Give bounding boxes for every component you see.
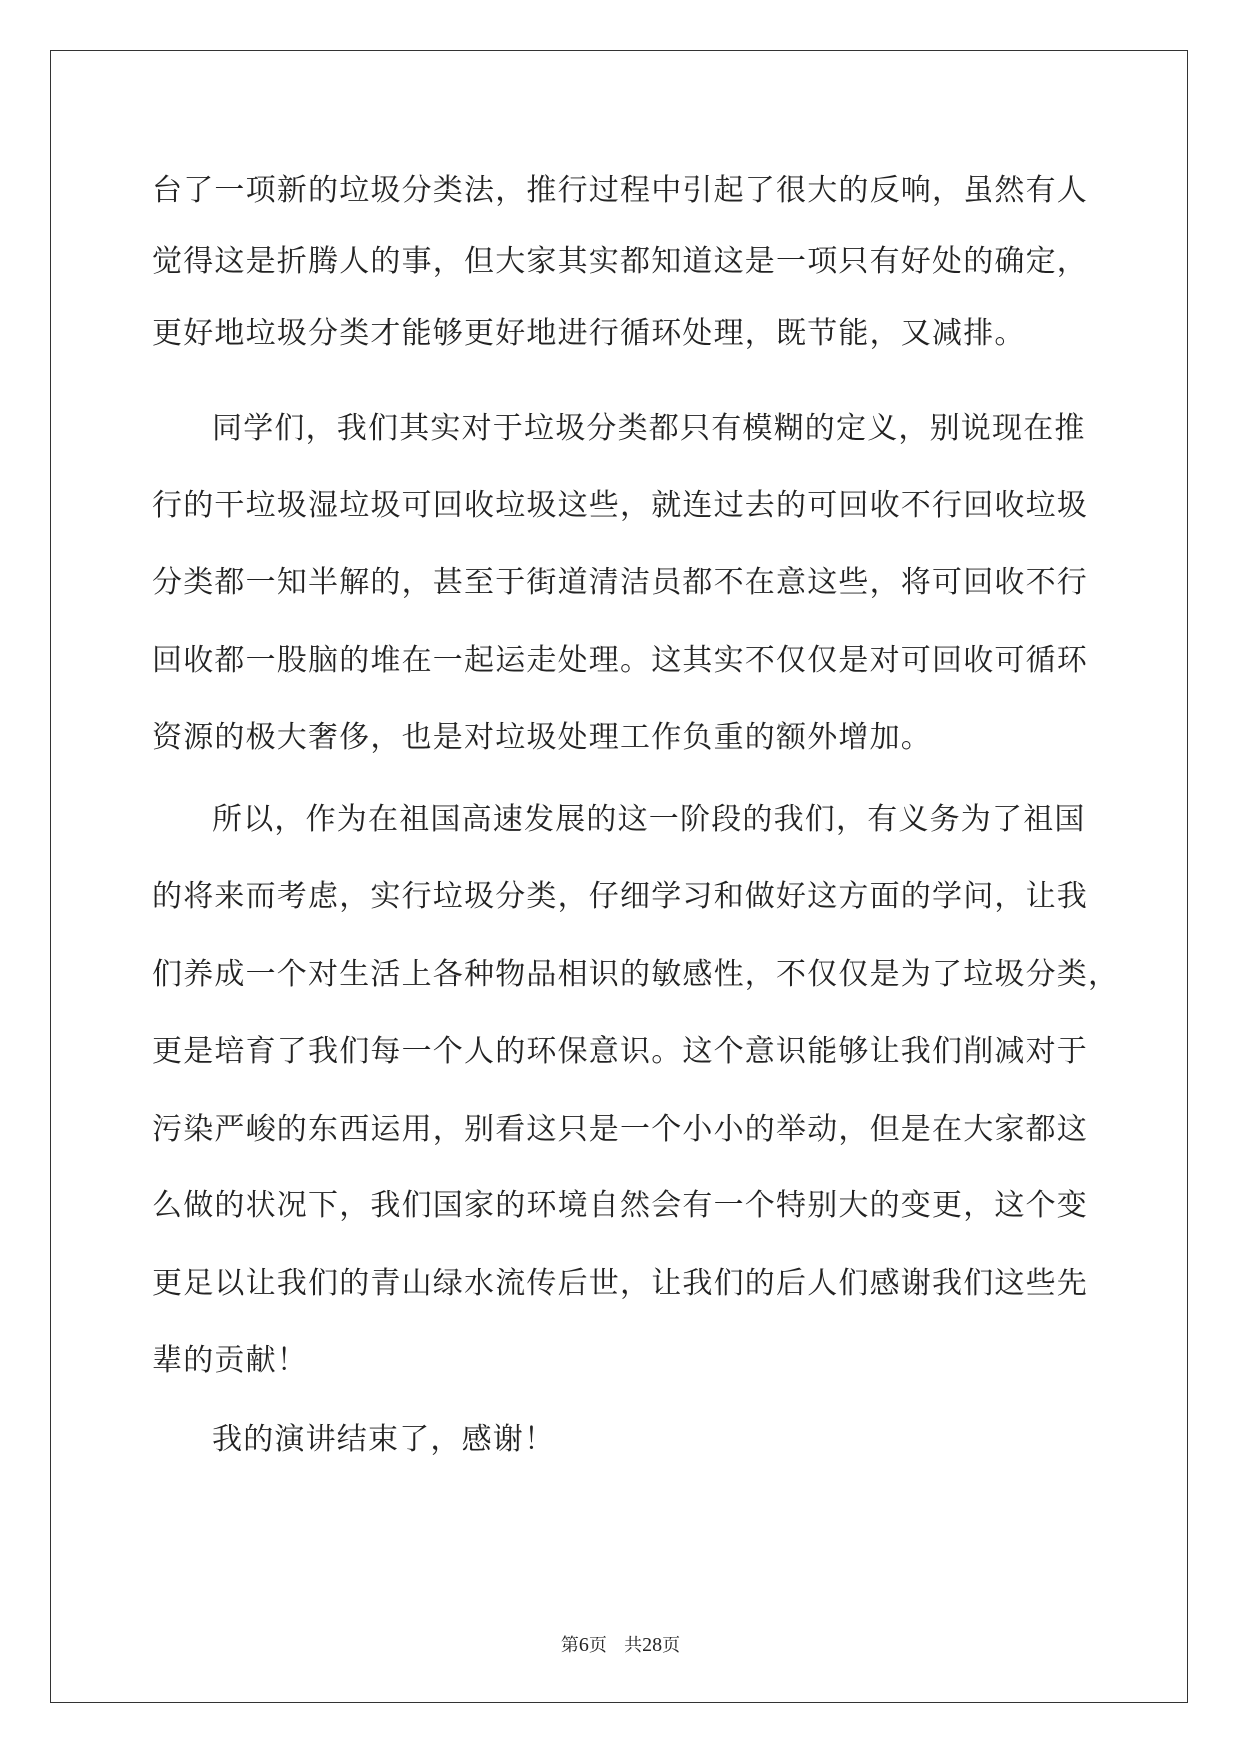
text-line-3: 更好地垃圾分类才能够更好地进行循环处理，既节能，又减排。 xyxy=(152,316,1026,351)
text-line-7: 回收都一股脑的堆在一起运走处理。这其实不仅仅是对可回收可循环 xyxy=(152,643,1088,678)
text-line-16: 辈的贡献！ xyxy=(152,1343,308,1378)
page-footer xyxy=(0,1633,1241,1658)
page-current: 6 xyxy=(578,1634,589,1656)
text-line-2: 觉得这是折腾人的事，但大家其实都知道这是一项只有好处的确定， xyxy=(152,244,1088,279)
page-prefix: 第 xyxy=(560,1635,579,1656)
page-label: 页 xyxy=(588,1635,607,1656)
text-line-6: 分类都一知半解的，甚至于街道清洁员都不在意这些，将可回收不行 xyxy=(152,565,1088,600)
text-line-10: 的将来而考虑，实行垃圾分类，仔细学习和做好这方面的学问，让我 xyxy=(152,879,1088,914)
total-prefix: 共 xyxy=(624,1635,643,1656)
text-line-12: 更是培育了我们每一个人的环保意识。这个意识能够让我们削减对于 xyxy=(152,1034,1088,1069)
text-line-1: 台了一项新的垃圾分类法，推行过程中引起了很大的反响，虽然有人 xyxy=(152,173,1088,208)
text-line-9: 所以，作为在祖国高速发展的这一阶段的我们，有义务为了祖国 xyxy=(212,802,1086,837)
text-line-14: 么做的状况下，我们国家的环境自然会有一个特别大的变更，这个变 xyxy=(152,1188,1088,1223)
text-line-5: 行的干垃圾湿垃圾可回收垃圾这些，就连过去的可回收不行回收垃圾 xyxy=(152,488,1088,523)
text-line-11: 们养成一个对生活上各种物品相识的敏感性，不仅仅是为了垃圾分类， xyxy=(152,957,1120,992)
text-line-13: 污染严峻的东西运用，别看这只是一个小小的举动，但是在大家都这 xyxy=(152,1112,1088,1147)
text-line-4: 同学们，我们其实对于垃圾分类都只有模糊的定义，别说现在推 xyxy=(212,411,1086,446)
text-line-15: 更足以让我们的青山绿水流传后世，让我们的后人们感谢我们这些先 xyxy=(152,1266,1088,1301)
page-total: 28 xyxy=(642,1634,663,1656)
text-line-17: 我的演讲结束了，感谢！ xyxy=(212,1422,556,1457)
text-line-8: 资源的极大奢侈，也是对垃圾处理工作负重的额外增加。 xyxy=(152,720,932,755)
total-label: 页 xyxy=(662,1635,681,1656)
